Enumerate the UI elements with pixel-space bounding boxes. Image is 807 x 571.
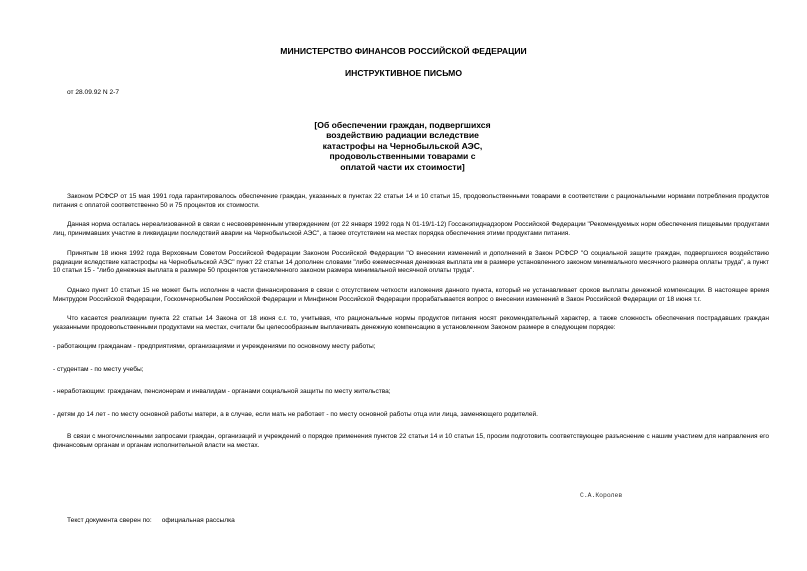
document-subject	[290, 120, 515, 172]
subject-line: воздействию радиации вследствие	[326, 130, 479, 141]
subject-line: катастрофы на Чернобыльской АЭС,	[322, 140, 483, 151]
list-item: - студентам - по месту учебы;	[53, 365, 144, 373]
subject-line: [Об обеспечении граждан, подвергшихся	[314, 120, 491, 130]
document-body	[53, 193, 769, 461]
subject-line: оплатой части их стоимости]	[340, 161, 465, 172]
verification-note	[67, 517, 235, 524]
body-paragraph: Однако пункт 10 статьи 15 не может быть исполнен в части финансирования в связи с отсутствием четкости изложения данного пункта, который не устанавливает сроков выплаты денежной компенсации. В настоящее время Минтрудом Российской Федерации, Госкомчернобылем Российской Федерации и Минфином Российской Федерации прорабатывается вопрос о внесении изменений в Закон Российской Федерации от 18 июня т.г.	[53, 286, 769, 303]
subject-line: продовольственными товарами с	[329, 151, 476, 162]
body-paragraph: Данная норма осталась нереализованной в связи с несвоевременным утверждением (от 22 января 1992 года N 01-19/1-12) Госсанэпиднадзором Российской Федерации "Рекомендуемых норм обеспечения пищевыми продуктами лиц, принимавших участие в ликвидации последствий аварии на Чернобыльской АЭС", а также отсутствием на местах порядка обеспечения этими продуктами питания.	[53, 221, 769, 238]
ministry-heading: МИНИСТЕРСТВО ФИНАНСОВ РОССИЙСКОЙ ФЕДЕРАЦИИ	[280, 46, 527, 56]
document-type-heading: ИНСТРУКТИВНОЕ ПИСЬМО	[344, 68, 463, 78]
document-date-number: от 28.09.92 N 2-7	[67, 89, 119, 96]
list-item: - неработающим: гражданам, пенсионерам и инвалидам - органами социальной защиты по месту жительства;	[53, 388, 391, 396]
closing-paragraph: В связи с многочисленными запросами граждан, организаций и учреждений о порядке применения пунктов 22 статьи 14 и 10 статьи 15, просим подготовить соответствующее разъяснение с нашим участием для направления его финансовым органам и органам исполнительной власти на местах.	[53, 433, 769, 449]
signature: С.А.Королев	[580, 492, 623, 499]
list-item: - работающим гражданам - предприятиями, организациями и учреждениями по основному месту работы;	[53, 343, 376, 351]
body-paragraph: Законом РСФСР от 15 мая 1991 года гарантировалось обеспечение граждан, указанных в пунктах 22 статьи 14 и 10 статьи 15, продовольственными товарами в соответствии с рациональными нормами потребления продуктов питания с оплатой соответственно 50 и 75 процентов их стоимости.	[53, 193, 769, 209]
list-item: - детям до 14 лет - по месту основной работы матери, а в случае, если мать не работает - по месту основной работы отца или лица, заменяющего родителей.	[53, 410, 538, 418]
verified-label: Текст документа сверен по:	[67, 517, 152, 524]
payment-order-list	[53, 343, 769, 419]
verified-value: официальная рассылка	[161, 517, 235, 524]
body-paragraph: Принятым 18 июня 1992 года Верховным Советом Российской Федерации Законом Российской Федерации "О внесении изменений и дополнений в Закон РСФСР "О социальной защите граждан, подвергшихся воздействию радиации вследствие катастрофы на Чернобыльской АЭС" пункт 22 статьи 14 дополнен словами "либо ежемесячная денежная выплата им в размере установленного законом минимального месячного размера оплаты труда", а пункт 10 статьи 15 - "либо денежная выплата в размере 50 процентов установленного законом размера минимальной месячной оплаты труда".	[53, 249, 769, 275]
body-paragraph: Что касается реализации пункта 22 статьи 14 Закона от 18 июня с.г. то, учитывая, что рациональные нормы продуктов питания носят рекомендательный характер, а также сложность обеспечения пострадавших граждан указанными продовольственными продуктами на местах, считали бы целесообразным выплачивать денежную компенсацию в установленном Законом размере в следующем порядке:	[53, 315, 769, 332]
